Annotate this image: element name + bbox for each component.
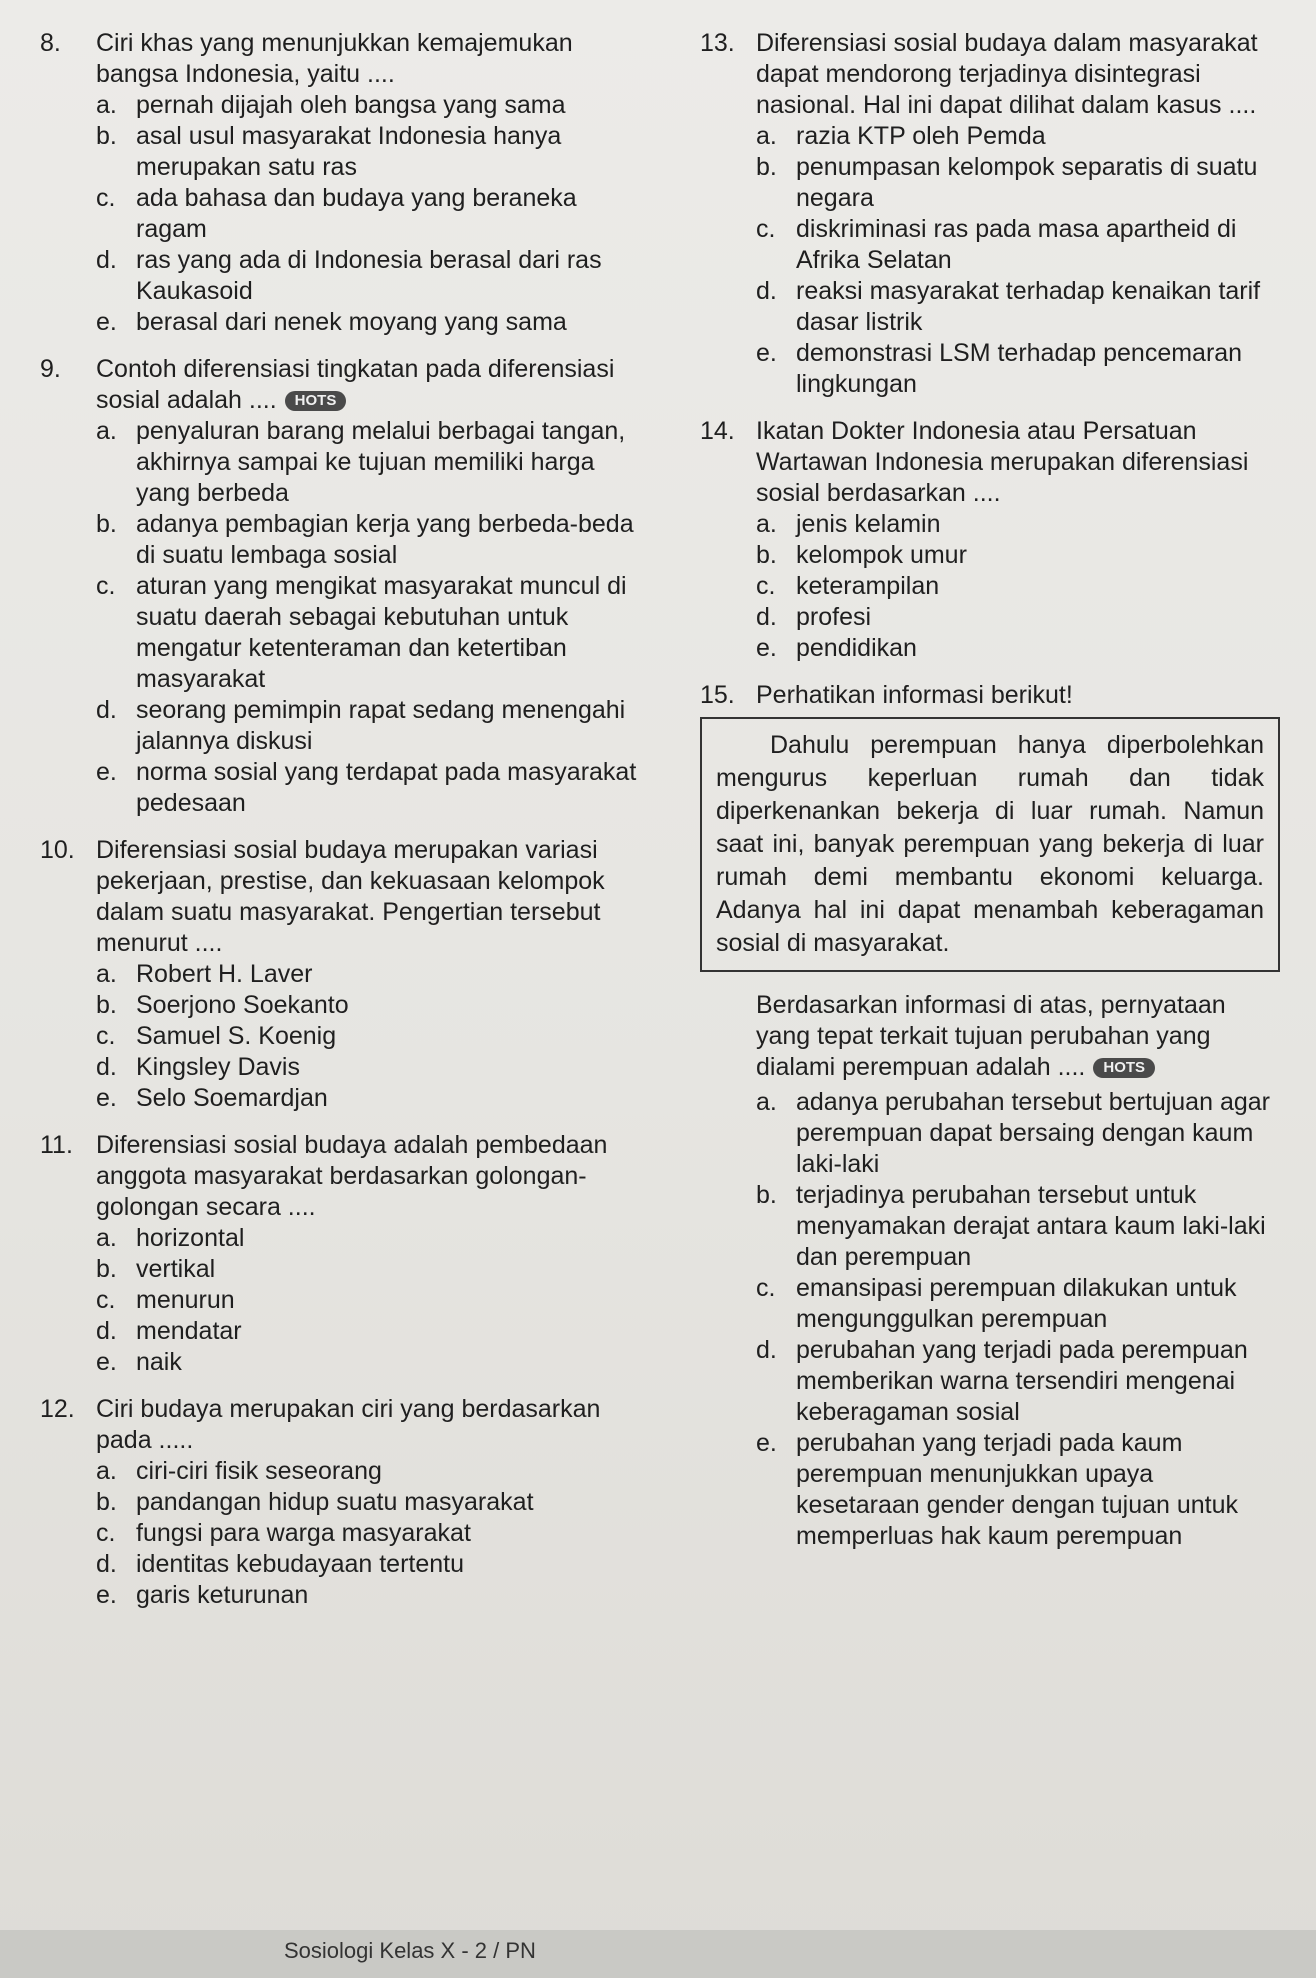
answer-option (96, 757, 640, 819)
option-letter: b. (96, 510, 117, 538)
option-text: emansipasi perempuan dilakukan untuk mengunggulkan perempuan (796, 1274, 1237, 1333)
question-text: Ciri budaya merupakan ciri yang berdasarkan pada ..... (96, 1395, 601, 1454)
option-letter: d. (96, 696, 117, 724)
option-letter: b. (96, 1255, 117, 1283)
option-text: pandangan hidup suatu masyarakat (136, 1488, 534, 1516)
question-prompt: Berdasarkan informasi di atas, pernyataan yang tepat terkait tujuan perubahan yang dialami perempuan adalah .... HOTS (756, 991, 1226, 1081)
answer-option (96, 959, 640, 990)
answer-option (96, 1487, 640, 1518)
answer-options (756, 1087, 1280, 1552)
answer-option (756, 338, 1280, 400)
option-text: demonstrasi LSM terhadap pencemaran lingkungan (796, 339, 1243, 398)
answer-options (96, 90, 640, 338)
option-text: berasal dari nenek moyang yang sama (136, 308, 567, 336)
question-10 (40, 835, 640, 1114)
option-text: jenis kelamin (796, 510, 941, 538)
question-text: Diferensiasi sosial budaya adalah pembedaan anggota masyarakat berdasarkan golongan-golongan secara .... (96, 1131, 608, 1221)
question-text: Ikatan Dokter Indonesia atau Persatuan Wartawan Indonesia merupakan diferensiasi sosial berdasarkan .... (756, 417, 1249, 507)
answer-option (96, 990, 640, 1021)
answer-option (96, 1254, 640, 1285)
answer-option (96, 121, 640, 183)
option-text: naik (136, 1348, 182, 1376)
answer-option (756, 214, 1280, 276)
answer-option (96, 307, 640, 338)
option-letter: e. (756, 1429, 777, 1457)
answer-option (96, 90, 640, 121)
answer-option (96, 1223, 640, 1254)
option-letter: c. (96, 1519, 116, 1547)
option-text: ciri-ciri fisik seseorang (136, 1457, 382, 1485)
option-text: adanya pembagian kerja yang berbeda-beda di suatu lembaga sosial (136, 510, 634, 569)
question-8 (40, 28, 640, 338)
option-letter: a. (96, 1457, 117, 1485)
option-letter: c. (96, 572, 116, 600)
answer-option (96, 695, 640, 757)
question-number: 13. (700, 29, 735, 57)
option-text: terjadinya perubahan tersebut untuk menyamakan derajat antara kaum laki-laki dan perempuan (796, 1181, 1266, 1271)
answer-option (96, 1021, 640, 1052)
option-letter: a. (96, 91, 117, 119)
answer-option (756, 602, 1280, 633)
answer-options (96, 959, 640, 1114)
question-number: 15. (700, 681, 735, 709)
option-letter: b. (756, 541, 777, 569)
question-number: 11. (40, 1131, 73, 1159)
answer-option (96, 1580, 640, 1611)
option-letter: b. (756, 153, 777, 181)
option-letter: e. (96, 758, 117, 786)
option-text: profesi (796, 603, 872, 631)
option-text: kelompok umur (796, 541, 967, 569)
option-letter: b. (756, 1181, 777, 1209)
option-letter: d. (756, 1336, 777, 1364)
answer-options (96, 1223, 640, 1378)
option-letter: c. (96, 184, 116, 212)
question-number: 12. (40, 1395, 75, 1423)
option-text: perubahan yang terjadi pada kaum perempuan menunjukkan upaya kesetaraan gender dengan tujuan untuk memperluas hak kaum perempuan (796, 1429, 1239, 1550)
option-letter: e. (756, 634, 777, 662)
question-14 (700, 416, 1280, 664)
answer-option (756, 509, 1280, 540)
question-11 (40, 1130, 640, 1378)
question-text: Perhatikan informasi berikut! (756, 681, 1073, 709)
option-letter: b. (96, 1488, 117, 1516)
option-text: garis keturunan (136, 1581, 309, 1609)
question-text: Diferensiasi sosial budaya merupakan variasi pekerjaan, prestise, dan kekuasaan kelompok dalam suatu masyarakat. Pengertian tersebut menurut .... (96, 836, 605, 957)
option-letter: c. (96, 1286, 116, 1314)
option-letter: b. (96, 122, 117, 150)
option-letter: c. (756, 572, 776, 600)
option-letter: c. (96, 1022, 116, 1050)
answer-option (96, 1285, 640, 1316)
option-text: pernah dijajah oleh bangsa yang sama (136, 91, 566, 119)
option-letter: d. (96, 246, 117, 274)
option-letter: a. (756, 510, 777, 538)
option-text: asal usul masyarakat Indonesia hanya merupakan satu ras (136, 122, 562, 181)
answer-option (96, 1083, 640, 1114)
answer-options (96, 1456, 640, 1611)
answer-option (756, 276, 1280, 338)
answer-option (756, 152, 1280, 214)
option-text: Samuel S. Koenig (136, 1022, 337, 1050)
option-text: ras yang ada di Indonesia berasal dari ras Kaukasoid (136, 246, 602, 305)
question-text: Ciri khas yang menunjukkan kemajemukan bangsa Indonesia, yaitu .... (96, 29, 573, 88)
option-text: menurun (136, 1286, 235, 1314)
answer-option (96, 1518, 640, 1549)
option-text: reaksi masyarakat terhadap kenaikan tarif dasar listrik (796, 277, 1261, 336)
answer-option (756, 1180, 1280, 1273)
question-9 (40, 354, 640, 819)
option-letter: e. (756, 339, 777, 367)
option-letter: b. (96, 991, 117, 1019)
footer-text: Sosiologi Kelas X - 2 / PN (284, 1938, 536, 1963)
question-number: 8. (40, 29, 61, 57)
answer-option (96, 1316, 640, 1347)
question-text: Diferensiasi sosial budaya dalam masyarakat dapat mendorong terjadinya disintegrasi nasional. Hal ini dapat dilihat dalam kasus .... (756, 29, 1258, 119)
answer-options (756, 121, 1280, 400)
answer-option (756, 540, 1280, 571)
page-footer (0, 1930, 1316, 1978)
answer-option (96, 1052, 640, 1083)
question-13 (700, 28, 1280, 400)
left-column (40, 28, 640, 1627)
answer-option (96, 1347, 640, 1378)
option-text: horizontal (136, 1224, 245, 1252)
option-text: norma sosial yang terdapat pada masyarakat pedesaan (136, 758, 637, 817)
option-text: keterampilan (796, 572, 940, 600)
option-letter: a. (756, 122, 777, 150)
option-text: Kingsley Davis (136, 1053, 300, 1081)
question-number: 10. (40, 836, 75, 864)
question-12 (40, 1394, 640, 1611)
option-text: Robert H. Laver (136, 960, 313, 988)
option-letter: e. (96, 308, 117, 336)
option-text: diskriminasi ras pada masa apartheid di Afrika Selatan (796, 215, 1237, 274)
hots-badge: HOTS (285, 391, 347, 411)
answer-option (96, 1456, 640, 1487)
hots-badge: HOTS (1093, 1058, 1155, 1078)
answer-option (756, 571, 1280, 602)
option-text: pendidikan (796, 634, 917, 662)
option-text: penyaluran barang melalui berbagai tangan, akhirnya sampai ke tujuan memiliki harga yang berbeda (136, 417, 626, 507)
info-box: Dahulu perempuan hanya diperbolehkan mengurus keperluan rumah dan tidak diperkenankan bekerja di luar rumah. Namun saat ini, banyak perempuan yang bekerja di luar rumah demi membantu ekonomi keluarga. Adanya hal ini dapat menambah keberagaman sosial di masyarakat. (700, 717, 1280, 972)
answer-option (756, 121, 1280, 152)
option-text: mendatar (136, 1317, 242, 1345)
option-letter: a. (96, 417, 117, 445)
option-letter: c. (756, 215, 776, 243)
answer-option (756, 1087, 1280, 1180)
option-letter: e. (96, 1348, 117, 1376)
option-letter: a. (96, 960, 117, 988)
option-letter: a. (756, 1088, 777, 1116)
question-number: 14. (700, 417, 735, 445)
answer-option (96, 245, 640, 307)
option-letter: c. (756, 1274, 776, 1302)
answer-option (96, 571, 640, 695)
option-text: identitas kebudayaan tertentu (136, 1550, 465, 1578)
option-letter: d. (756, 277, 777, 305)
option-text: adanya perubahan tersebut bertujuan agar perempuan dapat bersaing dengan kaum laki-laki (796, 1088, 1270, 1178)
option-text: ada bahasa dan budaya yang beraneka ragam (136, 184, 577, 243)
question-text: Contoh diferensiasi tingkatan pada diferensiasi sosial adalah .... HOTS (96, 355, 615, 414)
answer-options (756, 509, 1280, 664)
answer-option (756, 1273, 1280, 1335)
option-text: razia KTP oleh Pemda (796, 122, 1046, 150)
option-text: penumpasan kelompok separatis di suatu negara (796, 153, 1258, 212)
answer-option (756, 1428, 1280, 1552)
answer-option (96, 509, 640, 571)
question-number: 9. (40, 355, 61, 383)
answer-option (96, 416, 640, 509)
option-letter: d. (756, 603, 777, 631)
answer-options (96, 416, 640, 819)
option-text: vertikal (136, 1255, 216, 1283)
right-column (700, 28, 1280, 1568)
right-questions (700, 28, 1280, 664)
option-text: perubahan yang terjadi pada perempuan memberikan warna tersendiri mengenai keberagaman sosial (796, 1336, 1248, 1426)
option-letter: a. (96, 1224, 117, 1252)
option-letter: d. (96, 1317, 117, 1345)
option-letter: d. (96, 1053, 117, 1081)
option-text: Selo Soemardjan (136, 1084, 328, 1112)
option-letter: d. (96, 1550, 117, 1578)
option-text: Soerjono Soekanto (136, 991, 349, 1019)
answer-option (756, 633, 1280, 664)
option-text: aturan yang mengikat masyarakat muncul di suatu daerah sebagai kebutuhan untuk mengatur ketenteraman dan ketertiban masyarakat (136, 572, 627, 693)
answer-option (96, 183, 640, 245)
question-15 (700, 680, 1280, 1552)
option-text: fungsi para warga masyarakat (136, 1519, 471, 1547)
option-text: seorang pemimpin rapat sedang menengahi jalannya diskusi (136, 696, 626, 755)
option-letter: e. (96, 1581, 117, 1609)
answer-option (756, 1335, 1280, 1428)
answer-option (96, 1549, 640, 1580)
option-letter: e. (96, 1084, 117, 1112)
